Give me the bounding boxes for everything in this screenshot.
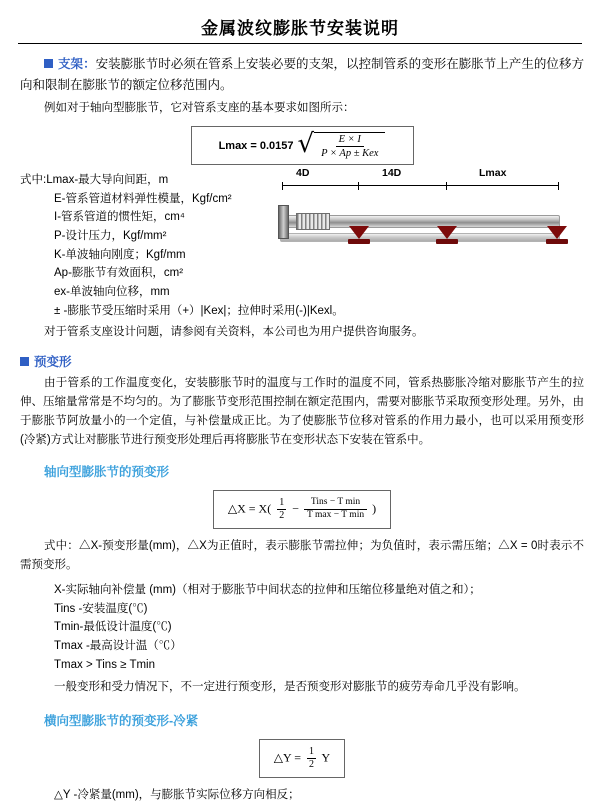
- half-numerator: 1: [279, 497, 285, 509]
- fraction-one-half: [277, 497, 286, 522]
- axial-item: Tmin-最低设计温度(℃): [54, 621, 172, 634]
- formula-lmax: [191, 126, 414, 165]
- dim-label-4d: 4D: [296, 167, 310, 180]
- formula-delta-x-lhs: △X = X(: [227, 501, 272, 516]
- pipe-support: [546, 226, 568, 245]
- pipe-support: [348, 226, 370, 245]
- formula-delta-y-rhs: Y: [321, 750, 331, 764]
- bracket-example: 例如对于轴向型膨胀节，它对管系支座的基本要求如图所示：: [44, 102, 355, 115]
- dim-label-lmax: Lmax: [479, 167, 507, 180]
- definition-item: I-管系管道的惯性矩，cm⁴: [54, 211, 185, 224]
- pipe-line-lower: [280, 233, 560, 242]
- pipe-support: [436, 226, 458, 245]
- section-bracket-label: 支架：: [58, 57, 96, 71]
- axial-item: Tins -安装温度(℃): [54, 602, 148, 615]
- document-body: [0, 54, 600, 804]
- sqrt-content: [314, 132, 385, 159]
- formula-delta-x: [20, 490, 584, 529]
- pipe-assembly-illustration: [274, 193, 566, 271]
- fraction-one-half: [307, 746, 316, 771]
- axial-item: Tmax -最高设计温（℃）: [54, 639, 182, 652]
- dim-label-14d: 14D: [382, 167, 402, 180]
- section-predeform-label: 预变形: [34, 355, 72, 370]
- definition-item: ± -膨胀节受压缩时采用（+）|Kex|；拉伸时采用(-)|Kexl。: [54, 304, 344, 317]
- section-predeform-paragraph: 由于管系的工作温度变化，安装膨胀节时的温度与工作时的温度不同，管系热膨胀冷缩对膨胀节产生的拉伸、压缩量常常是不均匀的。为了膨胀节变形范围控制在额定范围内，需要对膨胀节采取预变形处理。另外，由于膨胀节阿放量小的一个定值，与补偿量成正比。为了使膨胀节位移对管系的作用力最小，也可以采用预变形(冷紧)方式让对膨胀节进行预变形处理后再将膨胀节在变形状态下安装在管系中。: [20, 377, 584, 447]
- page-title: 金属波纹膨胀节安装说明: [201, 19, 399, 39]
- diagram-dimension-labels: [274, 167, 566, 183]
- definition-item: E-管系管道材料弹性模量，Kgf/cm²: [54, 192, 232, 205]
- definition-item: Ap-膨胀节有效面积，cm²: [54, 267, 184, 280]
- formula-minus-sign: −: [292, 501, 299, 516]
- definitions-contact: 对于管系支座设计问题，请参阅有关资料，本公司也为用户提供咨询服务。: [44, 326, 424, 339]
- formula-delta-y-lhs: △Y =: [273, 750, 301, 764]
- anchor-block: [278, 205, 289, 239]
- formula-delta-x-box: [213, 490, 391, 529]
- axial-where-intro: 式中：△X-预变形量(mm)，△X为正值时，表示膨胀节需拉伸；为负值时，表示需压缩；△X = 0时表示不需预变形。: [20, 540, 584, 572]
- temperature-fraction: [304, 497, 367, 522]
- subsection-lateral-heading: 横向型膨胀节的预变形-冷紧: [44, 713, 199, 728]
- document-page: [0, 14, 600, 801]
- definition-item: P-设计压力，Kgf/mm²: [54, 230, 167, 243]
- temperature-fraction-denominator: T max − T min: [307, 510, 365, 521]
- subsection-axial-heading: 轴向型膨胀节的预变形: [44, 465, 170, 480]
- formula-lmax-lhs: Lmax = 0.0157: [218, 139, 294, 152]
- temperature-fraction-numerator: Tins − T min: [304, 497, 367, 510]
- definition-item: ex-单波轴向位移，mm: [54, 285, 170, 298]
- axial-item: X-实际轴向补偿量 (mm)（相对于膨胀节中间状态的拉伸和压缩位移量绝对值之和）；: [54, 584, 481, 596]
- definition-item: K-单波轴向刚度；Kgf/mm: [54, 248, 186, 261]
- blue-square-icon: [20, 357, 29, 366]
- bellows-expansion-joint: [296, 213, 330, 230]
- diagram-dimension-lines: [274, 182, 566, 190]
- half-denominator: 2: [308, 758, 314, 770]
- title-divider: [18, 43, 582, 44]
- definitions-intro: 式中:Lmax-最大导向间距，m: [20, 174, 169, 187]
- half-numerator: 1: [308, 745, 314, 757]
- formula-lmax-numerator: E × I: [336, 134, 364, 147]
- formula-delta-x-rhs: ): [372, 501, 377, 516]
- formula-delta-y-box: [259, 739, 345, 778]
- lateral-note: △Y -冷紧量(mm)，与膨胀节实际位移方向相反；: [54, 788, 300, 801]
- section-bracket-paragraph: 安装膨胀节时必须在管系上安装必要的支架，以控制管系的变形在膨胀节上产生的位移方向和限制在膨胀节的额定位移范围内。: [20, 57, 584, 92]
- section-predeform-heading: [20, 352, 584, 370]
- pipe-support-diagram: [274, 167, 566, 277]
- formula-lmax-denominator: P × Ap ± Kex: [321, 148, 379, 160]
- axial-note: 一般变形和受力情况下，不一定进行预变形，是否预变形对膨胀节的疲劳寿命几乎没有影响。: [54, 681, 526, 694]
- section-bracket: [20, 54, 584, 95]
- sqrt-symbol-icon: √: [297, 129, 315, 160]
- formula-delta-y: [20, 739, 584, 778]
- blue-square-icon: [44, 59, 53, 68]
- sqrt-group: [297, 129, 385, 160]
- axial-item: Tmax > Tins ≥ Tmin: [54, 658, 155, 671]
- half-denominator: 2: [279, 510, 285, 522]
